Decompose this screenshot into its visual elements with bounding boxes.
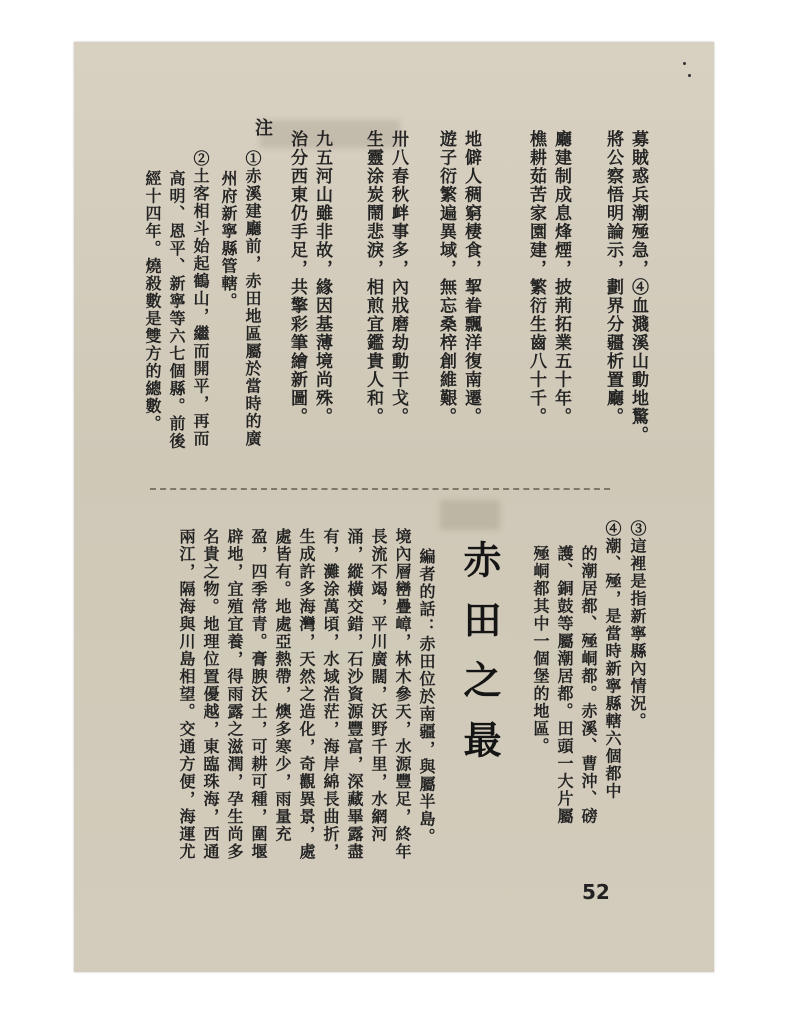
- poem-line-9: 九五河山雖非故，緣因基薄境尚殊。: [312, 130, 332, 426]
- body-line-10: 名貴之物。地理位置優越，東臨珠海，西通: [201, 528, 220, 861]
- poem-line-3: 廳建制成息烽煙，披荊拓業五十年。: [551, 130, 571, 426]
- note-1-cont: 州府新寧縣管轄。: [219, 170, 238, 310]
- body-line-4: 涌，縱橫交錯，石沙資源豐富，深藏畢露盡: [345, 528, 364, 861]
- section-divider: [150, 488, 610, 490]
- note-2-cont: 高明、恩平、新寧等六七個縣。前後: [167, 170, 186, 450]
- note-1: ①赤溪建廳前，赤田地區屬於當時的廣: [243, 150, 262, 448]
- note-2: ②土客相斗始起鶴山，繼而開平，再而: [191, 150, 210, 448]
- body-line-6: 生成許多海灣，天然之造化，奇觀異景，處: [297, 528, 316, 861]
- poem-line-2: 將公察悟明論示，劃界分疆析置廳。: [603, 130, 623, 426]
- poem-line-1: 募賊惑兵潮殛急，④血濺溪山動地驚。: [628, 130, 648, 445]
- note-4-cont2: 護、銅鼓等屬潮居都。田頭一大片屬: [555, 545, 574, 825]
- body-line-2: 境內層巒疊嶂，林木參天，水源豐足，終年: [393, 528, 412, 861]
- body-line-5: 有，灘涂萬頃，水域浩茫，海岸綿長曲折，: [321, 528, 340, 861]
- note-4-cont: 的潮居都、殛峒都。赤溪、曹沖、磅: [579, 545, 598, 825]
- body-line-8: 盈，四季常青。膏腴沃土，可耕可種，圍堰: [249, 528, 268, 861]
- poem-line-5: 地僻人稠窮棲食，挈眷飄洋復南遷。: [461, 130, 481, 426]
- notes-label: 注: [252, 118, 273, 138]
- poem-line-4: 樵耕茹苦家園建，繁衍生齒八十千。: [526, 130, 546, 426]
- article-title: 赤田之最: [457, 540, 502, 780]
- speck: [683, 62, 686, 65]
- body-line-7: 處皆有。地處亞熱帶，燠多寒少，雨量充: [273, 528, 292, 843]
- poem-line-6: 遊子衍繁遍異域，無忘桑梓創維艱。: [436, 130, 456, 426]
- body-line-3: 長流不竭，平川廣闊，沃野千里，水網河: [369, 528, 388, 843]
- note-4-end: 殛峒都其中一個堡的地區。: [531, 545, 550, 755]
- body-line-9: 辟地，宜殖宜養，得雨露之滋潤，孕生尚多: [225, 528, 244, 861]
- poem-line-7: 卅八春秋衅事多，內戕磨劫動干戈。: [388, 130, 408, 426]
- page-number: 52: [582, 880, 610, 904]
- bleed-through: [440, 500, 500, 530]
- body-line-1: 編者的話：赤田位於南疆，與屬半島。: [417, 548, 436, 846]
- speck: [688, 74, 691, 77]
- poem-line-10: 治分西東仍手足，共擎彩筆繪新圖。: [287, 130, 307, 426]
- body-line-11: 兩江，隔海與川島相望。交通方便，海運尤: [177, 528, 196, 861]
- note-4: ④潮、殛，是當時新寧縣轄六個都中: [603, 520, 622, 800]
- note-2-end: 經十四年。燒殺數是雙方的總數。: [143, 170, 162, 433]
- note-3: ③這裡是指新寧縣內情況。: [628, 520, 647, 730]
- poem-line-8: 生靈涂炭鬧悲淚，相煎宜鑑貴人和。: [363, 130, 383, 426]
